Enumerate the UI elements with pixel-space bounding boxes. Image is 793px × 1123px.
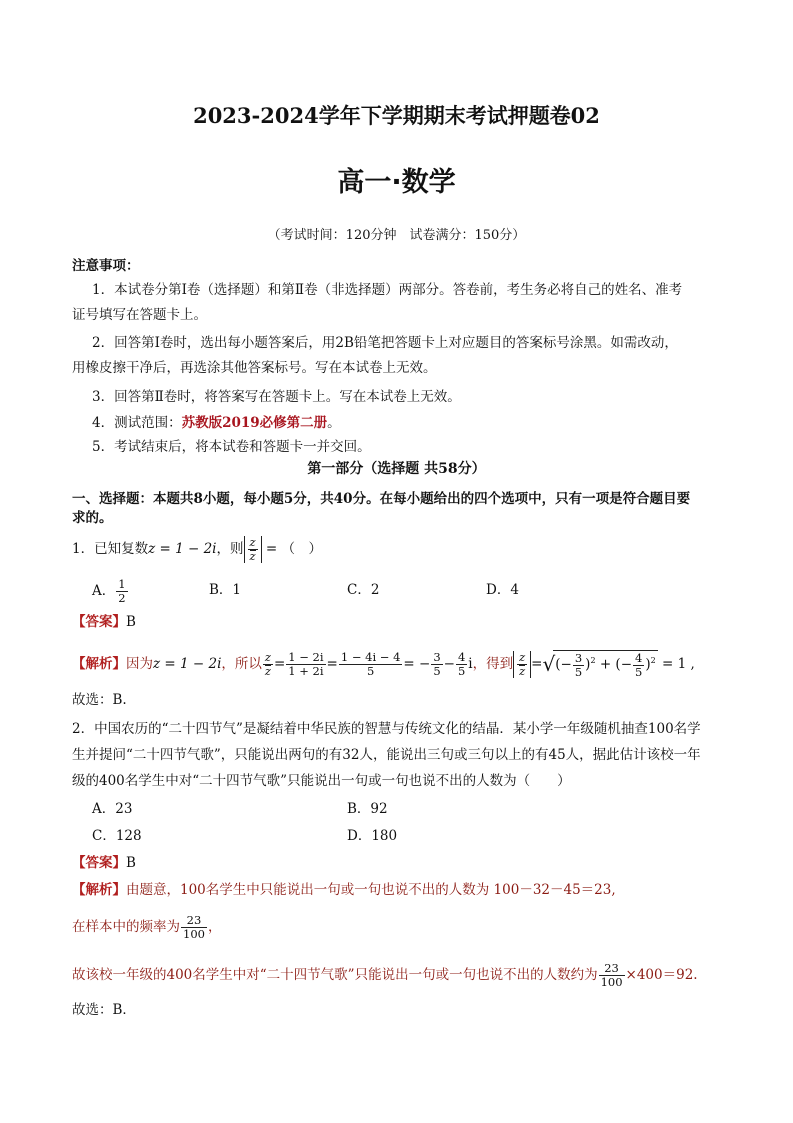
q1-eq3: = − bbox=[403, 655, 431, 672]
q2-analysis-label: 【解析】 bbox=[72, 882, 126, 898]
q1-analysis-text2: ，所以 bbox=[221, 655, 262, 672]
q1-eq4: = bbox=[531, 655, 543, 672]
q1-answer-label: 【答案】 bbox=[72, 614, 126, 630]
q1-option-a-label: A． bbox=[92, 583, 116, 599]
q2-estimate-frac: $\frac{23}{100}$ bbox=[600, 961, 623, 989]
notice-heading: 注意事项： bbox=[72, 258, 140, 274]
part1-heading: 第一部分（选择题 共58分） bbox=[307, 461, 486, 477]
q1-option-d: D．4 bbox=[486, 582, 519, 598]
q2-answer bbox=[72, 853, 136, 873]
q1-prefix: 1．已知复数 bbox=[72, 541, 149, 557]
q1-answer bbox=[72, 612, 136, 632]
subject-title: 高一·数学 bbox=[337, 167, 456, 198]
q2-estimate bbox=[72, 962, 698, 989]
q1-suffix: = （ ） bbox=[261, 541, 322, 557]
q1-analysis-frac4: $\frac{3}{5}$ bbox=[433, 649, 441, 678]
q1-option-a bbox=[92, 578, 129, 605]
q2-frequency-frac: $\frac{23}{100}$ bbox=[183, 913, 205, 941]
notice-item-4-scope: 苏教版2019必修第二册 bbox=[181, 415, 328, 431]
q1-mid: ，则 bbox=[216, 541, 244, 557]
q2-estimate-prefix: 故该校一年级的400名学生中对“二十四节气歌”只能说出一句或一句也说不出的人数约为 bbox=[72, 967, 598, 983]
q1-z-expr: z = 1 − 2i bbox=[148, 541, 217, 557]
q1-option-b: B．1 bbox=[209, 582, 242, 598]
q2-answer-value: B bbox=[126, 855, 136, 871]
q2-frequency bbox=[72, 914, 221, 941]
q1-analysis-abs: $\frac{z}{z}$ bbox=[513, 651, 531, 678]
q1-analysis-z: z = 1 − 2i bbox=[153, 655, 222, 672]
q2-stem-line1: 2．中国农历的“二十四节气”是凝结着中华民族的智慧与传统文化的结晶．某小学一年级随机抽查100名学 bbox=[72, 721, 701, 737]
notice-item-4 bbox=[92, 413, 341, 433]
q2-frequency-prefix: 在样本中的频率为 bbox=[72, 919, 180, 935]
section-instructions-cont: 求的。 bbox=[72, 510, 113, 526]
q1-answer-value: B bbox=[126, 614, 136, 630]
notice-item-2: 2．回答第Ⅰ卷时，选出每小题答案后，用2B铅笔把答题卡上对应题目的答案标号涂黑。如需改动， bbox=[92, 335, 678, 351]
q1-fraction bbox=[248, 536, 258, 563]
q2-analysis bbox=[72, 880, 616, 900]
q2-estimate-suffix: ×400＝92. bbox=[625, 967, 698, 983]
q1-conclusion: 故选：B. bbox=[72, 692, 127, 708]
exam-info: （考试时间：120分钟 试卷满分：150分） bbox=[267, 228, 526, 243]
q2-stem-line3: 级的400名学生中对“二十四节气歌”只能说出一句或一句也说不出的人数为（ ） bbox=[72, 773, 571, 789]
q1-stem bbox=[72, 536, 322, 563]
q1-analysis-text1: 因为 bbox=[126, 655, 153, 672]
q2-frequency-suffix: ， bbox=[207, 919, 222, 935]
q1-analysis-frac5: $\frac{4}{5}$ bbox=[457, 649, 466, 678]
q1-analysis-text3: ，得到 bbox=[472, 655, 514, 672]
notice-item-2-cont: 用橡皮擦干净后，再选涂其他答案标号。写在本试卷上无效。 bbox=[72, 360, 437, 376]
q2-option-c: C．128 bbox=[92, 828, 142, 844]
q2-analysis-line1: 由题意，100名学生中只能说出一句或一句也说不出的人数为 100－32－45＝23, bbox=[126, 882, 616, 898]
q1-abs bbox=[244, 536, 262, 563]
q1-frac-den: z bbox=[249, 549, 256, 563]
q2-answer-label: 【答案】 bbox=[72, 855, 126, 871]
q1-option-a-frac: $\frac{1}{2}$ bbox=[118, 577, 126, 605]
q1-analysis bbox=[72, 650, 695, 679]
q1-sqrt-body: (− $\frac{3}{5}$ )$^2$ + (− $\frac{4}{5}$ )$^2$ bbox=[555, 650, 656, 679]
q2-stem-line2: 生并提问“二十四节气歌”，只能说出两句的有32人，能说出三句或三句以上的有45人，据此估计该校一年 bbox=[72, 747, 701, 763]
q1-eq2: = bbox=[326, 655, 338, 672]
q2-conclusion: 故选：B． bbox=[72, 1002, 136, 1018]
exam-title: 2023-2024学年下学期期末考试押题卷02 bbox=[193, 103, 600, 128]
notice-item-4-prefix: 4．测试范围： bbox=[92, 415, 182, 431]
q1-minus: − bbox=[443, 655, 455, 672]
q1-i: i bbox=[468, 655, 473, 672]
notice-item-3: 3．回答第Ⅱ卷时，将答案写在答题卡上。写在本试卷上无效。 bbox=[92, 389, 461, 405]
q1-eq1: = bbox=[273, 655, 286, 672]
notice-item-4-suffix: 。 bbox=[327, 415, 341, 431]
notice-item-1-cont: 证号填写在答题卡上。 bbox=[72, 307, 207, 323]
notice-item-5: 5．考试结束后，将本试卷和答题卡一并交回。 bbox=[92, 439, 371, 455]
q1-analysis-frac3: $\frac{1 - 4i - 4}{5}$ bbox=[340, 649, 401, 678]
q2-option-a: A．23 bbox=[92, 801, 133, 817]
section-instructions: 一、选择题：本题共8小题，每小题5分，共40分。在每小题给出的四个选项中，只有一项是符合题目要 bbox=[72, 491, 691, 507]
q1-result: = 1 , bbox=[657, 655, 695, 672]
q1-analysis-frac2: $\frac{1 - 2i}{1 + 2i}$ bbox=[288, 649, 324, 678]
notice-item-1: 1．本试卷分第Ⅰ卷（选择题）和第Ⅱ卷（非选择题）两部分。答卷前，考生务必将自己的姓名、准考 bbox=[92, 282, 683, 298]
q2-option-d: D．180 bbox=[347, 828, 398, 844]
q1-analysis-frac1: $\frac{z}{z}$ bbox=[264, 649, 271, 678]
q1-analysis-label: 【解析】 bbox=[72, 655, 126, 672]
sqrt-icon: √ bbox=[542, 652, 556, 677]
q2-option-b: B．92 bbox=[347, 801, 388, 817]
q1-frac-num: z bbox=[249, 535, 256, 549]
q1-option-c: C．2 bbox=[347, 582, 380, 598]
